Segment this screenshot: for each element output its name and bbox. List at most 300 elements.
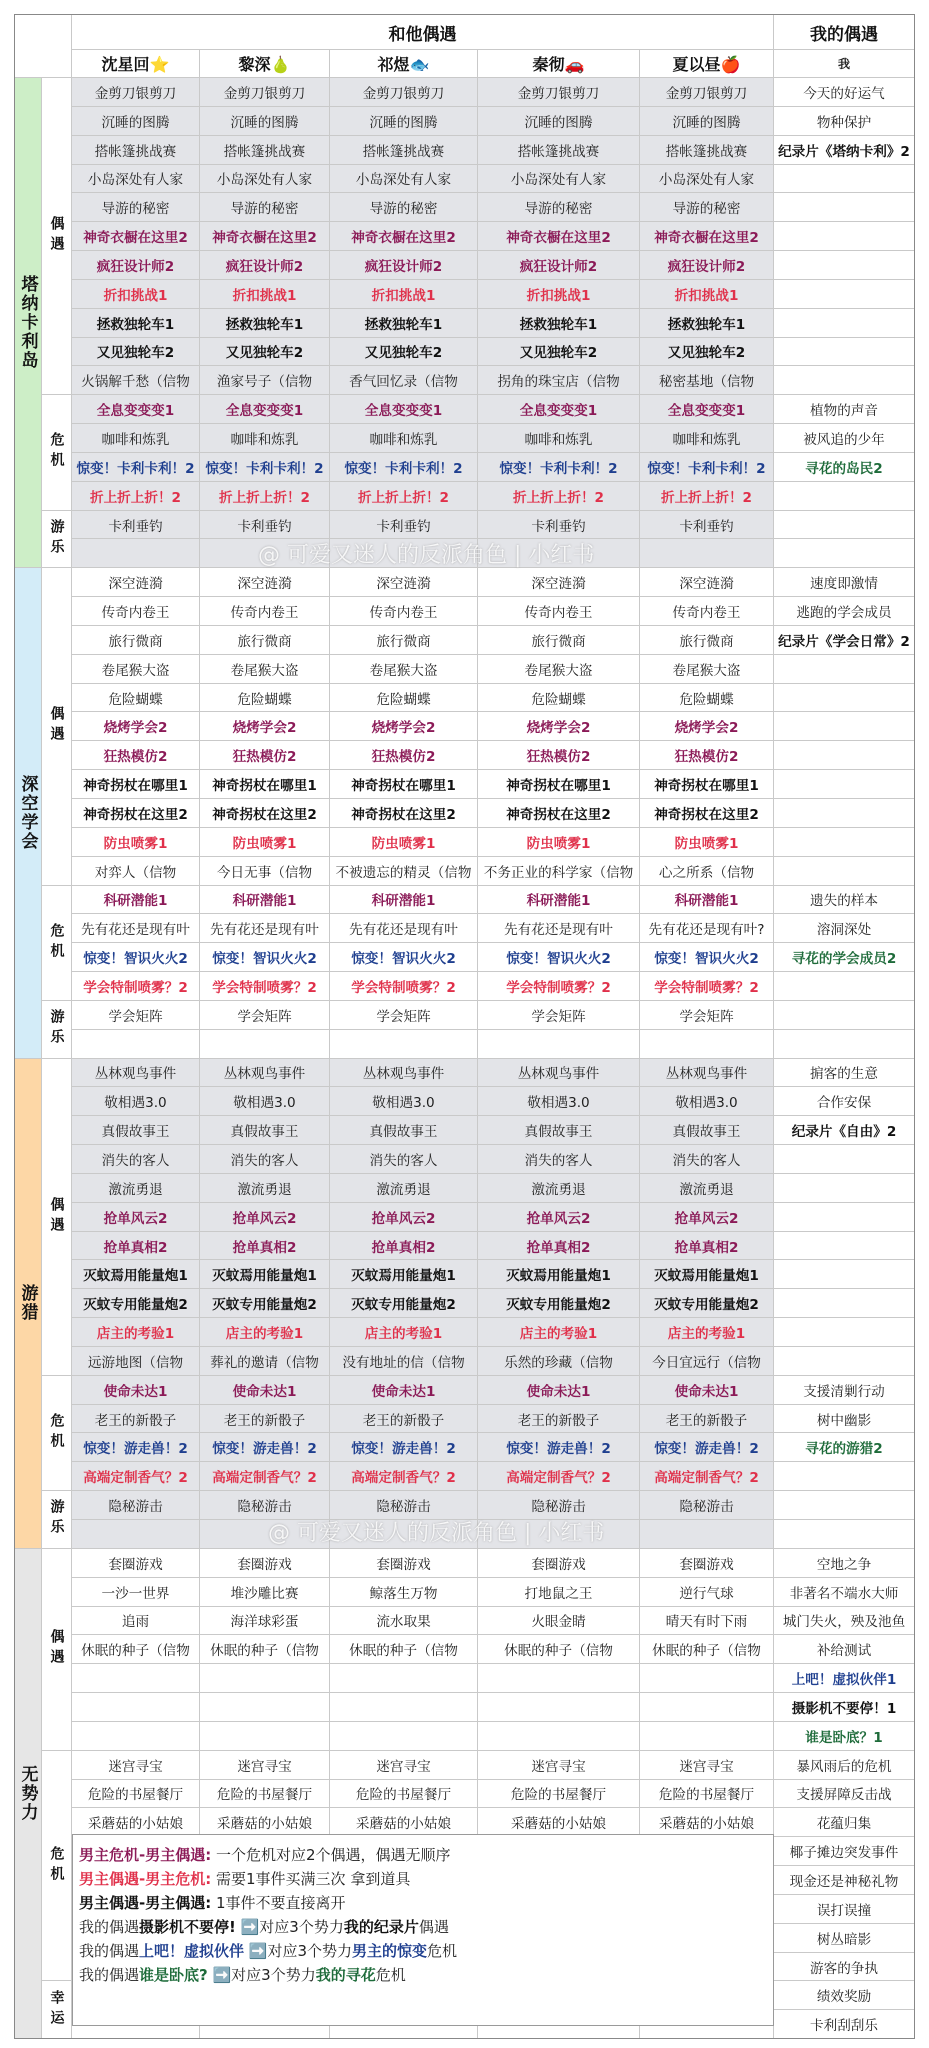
my-event-cell: [774, 539, 915, 568]
section-label: 游猎: [14, 1059, 42, 1549]
event-cell: 科研潜能1: [478, 886, 640, 915]
event-cell: 灭蚊专用能量炮2: [330, 1289, 478, 1318]
my-event-cell: [774, 972, 915, 1001]
my-event-cell: 物种保护: [774, 107, 915, 136]
event-cell: 真假故事王: [640, 1116, 774, 1145]
event-cell: 防虫喷雾1: [478, 828, 640, 857]
legend-segment: 需要1事件买满三次 拿到道具: [211, 1870, 411, 1888]
legend-line: [79, 1867, 767, 1891]
event-cell: 高端定制香气？2: [330, 1462, 478, 1491]
event-cell: 今日宜远行（信物: [640, 1347, 774, 1376]
event-cell: 狂热模仿2: [640, 741, 774, 770]
event-cell: 沉睡的图腾: [72, 107, 200, 136]
event-cell: 防虫喷雾1: [72, 828, 200, 857]
event-cell: 深空涟漪: [330, 568, 478, 597]
event-cell: 丛林观鸟事件: [478, 1059, 640, 1088]
event-cell: 小岛深处有人家: [72, 165, 200, 194]
subsection-label: 危机: [42, 1751, 72, 1982]
my-event-cell: 暴风雨后的危机: [774, 1751, 915, 1780]
event-cell: 卷尾猴大盗: [72, 655, 200, 684]
event-cell: [330, 1722, 478, 1751]
event-cell: 卡利垂钓: [640, 511, 774, 540]
section-label: 深空学会: [14, 568, 42, 1058]
event-cell: 先有花还是现有叶: [330, 914, 478, 943]
my-event-cell: 游客的争执: [774, 1953, 915, 1982]
legend-segment: ➡️对应3个势力: [207, 1966, 316, 1984]
subsection-label: 危机: [42, 395, 72, 510]
event-cell: 堆沙雕比赛: [200, 1578, 330, 1607]
my-event-cell: 寻花的岛民2: [774, 453, 915, 482]
my-event-cell: [774, 1347, 915, 1376]
header-corner: [14, 14, 72, 78]
event-cell: 沉睡的图腾: [640, 107, 774, 136]
my-event-cell: [774, 309, 915, 338]
event-cell: 深空涟漪: [72, 568, 200, 597]
event-cell: 金剪刀银剪刀: [330, 78, 478, 107]
event-cell: 先有花还是现有叶?: [640, 914, 774, 943]
event-cell: [200, 1693, 330, 1722]
event-cell: [478, 1722, 640, 1751]
event-cell: 敬相遇3.0: [330, 1087, 478, 1116]
event-cell: 危险蝴蝶: [200, 684, 330, 713]
event-cell: 折上折上折！2: [478, 482, 640, 511]
event-cell: 旅行微商: [478, 626, 640, 655]
subsection-label: 游乐: [42, 511, 72, 569]
event-cell: 防虫喷雾1: [640, 828, 774, 857]
event-cell: 香气回忆录（信物: [330, 366, 478, 395]
event-cell: 深空涟漪: [478, 568, 640, 597]
my-event-cell: 城门失火，殃及池鱼: [774, 1607, 915, 1636]
legend-segment: 男主危机-男主偶遇:: [79, 1846, 212, 1864]
event-cell: 抢单真相2: [200, 1232, 330, 1261]
event-cell: 敬相遇3.0: [478, 1087, 640, 1116]
event-cell: [330, 539, 478, 568]
event-cell: 高端定制香气？2: [640, 1462, 774, 1491]
event-cell: 神奇拐杖在哪里1: [478, 770, 640, 799]
event-cell: 抢单风云2: [330, 1203, 478, 1232]
event-cell: 渔家号子（信物: [200, 366, 330, 395]
event-cell: 休眠的种子（信物: [478, 1635, 640, 1664]
event-cell: 深空涟漪: [640, 568, 774, 597]
event-cell: 远游地图（信物: [72, 1347, 200, 1376]
my-event-cell: 非著名不端水大师: [774, 1578, 915, 1607]
my-event-cell: [774, 1318, 915, 1347]
event-cell: 激流勇退: [200, 1174, 330, 1203]
event-cell: 卡利垂钓: [200, 511, 330, 540]
event-cell: 店主的考验1: [640, 1318, 774, 1347]
event-cell: [640, 1520, 774, 1549]
event-cell: 学会特制喷雾？2: [330, 972, 478, 1001]
event-cell: 乐然的珍藏（信物: [478, 1347, 640, 1376]
event-cell: 惊变！智识火火2: [478, 943, 640, 972]
header-lead-4: 秦彻🚗: [478, 50, 640, 78]
event-cell: 搭帐篷挑战赛: [330, 136, 478, 165]
legend-segment: 谁是卧底?: [139, 1966, 208, 1984]
my-event-cell: [774, 366, 915, 395]
event-cell: 高端定制香气？2: [478, 1462, 640, 1491]
my-event-cell: [774, 1203, 915, 1232]
event-cell: [330, 1030, 478, 1059]
my-event-cell: [774, 1232, 915, 1261]
event-cell: 鲸落生万物: [330, 1578, 478, 1607]
event-cell: 消失的客人: [478, 1145, 640, 1174]
my-event-cell: [774, 280, 915, 309]
event-cell: 小岛深处有人家: [330, 165, 478, 194]
event-cell: 危险的书屋餐厅: [478, 1780, 640, 1809]
event-cell: 使命未达1: [72, 1376, 200, 1405]
my-event-cell: 寻花的学会成员2: [774, 943, 915, 972]
my-event-cell: 支援清剿行动: [774, 1376, 915, 1405]
event-cell: 火眼金睛: [478, 1607, 640, 1636]
event-cell: 抢单风云2: [200, 1203, 330, 1232]
event-cell: 咖啡和炼乳: [640, 424, 774, 453]
legend-segment: 危机: [427, 1942, 458, 1960]
event-cell: 全息变变变1: [640, 395, 774, 424]
event-cell: 休眠的种子（信物: [330, 1635, 478, 1664]
event-cell: 传奇内卷王: [72, 597, 200, 626]
event-cell: 小岛深处有人家: [478, 165, 640, 194]
event-cell: 科研潜能1: [72, 886, 200, 915]
event-cell: [72, 1520, 200, 1549]
event-cell: 狂热模仿2: [330, 741, 478, 770]
event-cell: 卷尾猴大盗: [200, 655, 330, 684]
my-event-cell: [774, 338, 915, 367]
event-cell: 卷尾猴大盗: [640, 655, 774, 684]
event-cell: 使命未达1: [200, 1376, 330, 1405]
event-cell: 使命未达1: [640, 1376, 774, 1405]
event-cell: 追雨: [72, 1607, 200, 1636]
header-lead-1: 沈星回⭐: [72, 50, 200, 78]
event-cell: 学会矩阵: [200, 1001, 330, 1030]
my-event-cell: 摄影机不要停！1: [774, 1693, 915, 1722]
event-cell: 今日无事（信物: [200, 857, 330, 886]
my-event-cell: [774, 828, 915, 857]
event-cell: 店主的考验1: [72, 1318, 200, 1347]
event-cell: 高端定制香气？2: [72, 1462, 200, 1491]
event-cell: 神奇衣橱在这里2: [640, 222, 774, 251]
event-cell: 套圈游戏: [72, 1549, 200, 1578]
my-event-cell: [774, 1260, 915, 1289]
my-event-cell: 花蕴归集: [774, 1808, 915, 1837]
event-cell: 先有花还是现有叶: [478, 914, 640, 943]
event-cell: 隐秘游击: [478, 1491, 640, 1520]
my-event-cell: 纪录片《自由》2: [774, 1116, 915, 1145]
event-cell: 导游的秘密: [478, 193, 640, 222]
event-cell: 惊变！游走兽！2: [330, 1433, 478, 1462]
event-cell: 又见独轮车2: [72, 338, 200, 367]
event-cell: 惊变！游走兽！2: [200, 1433, 330, 1462]
event-cell: 老王的新骰子: [330, 1405, 478, 1434]
event-cell: 又见独轮车2: [330, 338, 478, 367]
my-event-cell: 溶洞深处: [774, 914, 915, 943]
event-cell: 咖啡和炼乳: [72, 424, 200, 453]
event-cell: 折扣挑战1: [330, 280, 478, 309]
event-cell: 套圈游戏: [478, 1549, 640, 1578]
event-cell: 打地鼠之王: [478, 1578, 640, 1607]
legend-segment: 我的寻花: [315, 1966, 376, 1984]
event-cell: 神奇衣橱在这里2: [72, 222, 200, 251]
my-event-cell: [774, 712, 915, 741]
event-cell: 隐秘游击: [72, 1491, 200, 1520]
event-cell: 惊变！卡利卡利！2: [200, 453, 330, 482]
event-cell: 折上折上折！2: [200, 482, 330, 511]
subsection-label: 偶遇: [42, 1059, 72, 1376]
event-cell: 神奇衣橱在这里2: [478, 222, 640, 251]
event-cell: [640, 1030, 774, 1059]
my-event-cell: [774, 770, 915, 799]
event-cell: 高端定制香气？2: [200, 1462, 330, 1491]
event-cell: 灭蚊焉用能量炮1: [640, 1260, 774, 1289]
event-cell: 学会特制喷雾？2: [72, 972, 200, 1001]
my-event-cell: 逃跑的学会成员: [774, 597, 915, 626]
section-label: 塔纳卡利岛: [14, 78, 42, 568]
event-cell: 晴天有时下雨: [640, 1607, 774, 1636]
event-cell: 抢单风云2: [640, 1203, 774, 1232]
event-cell: 小岛深处有人家: [640, 165, 774, 194]
event-cell: 真假故事王: [478, 1116, 640, 1145]
my-event-cell: [774, 193, 915, 222]
my-event-cell: [774, 1174, 915, 1203]
event-cell: 老王的新骰子: [478, 1405, 640, 1434]
event-cell: [478, 1520, 640, 1549]
event-cell: 惊变！智识火火2: [640, 943, 774, 972]
event-cell: 神奇拐杖在哪里1: [330, 770, 478, 799]
event-cell: 灭蚊专用能量炮2: [640, 1289, 774, 1318]
event-cell: 全息变变变1: [478, 395, 640, 424]
event-cell: 卡利垂钓: [478, 511, 640, 540]
event-cell: 疯狂设计师2: [200, 251, 330, 280]
event-cell: [478, 539, 640, 568]
header-lead-3: 祁煜🐟: [330, 50, 478, 78]
event-cell: 危险的书屋餐厅: [330, 1780, 478, 1809]
my-event-cell: 纪录片《学会日常》2: [774, 626, 915, 655]
event-cell: 神奇拐杖在这里2: [200, 799, 330, 828]
my-event-cell: 今天的好运气: [774, 78, 915, 107]
event-cell: [72, 539, 200, 568]
my-event-cell: 寻花的游猎2: [774, 1433, 915, 1462]
legend-segment: 偶遇: [418, 1918, 449, 1936]
event-cell: [72, 1722, 200, 1751]
event-cell: 隐秘游击: [330, 1491, 478, 1520]
event-cell: 导游的秘密: [72, 193, 200, 222]
subsection-label: 偶遇: [42, 1549, 72, 1751]
event-cell: 传奇内卷王: [640, 597, 774, 626]
event-cell: 先有花还是现有叶: [72, 914, 200, 943]
event-cell: 店主的考验1: [478, 1318, 640, 1347]
event-cell: 店主的考验1: [200, 1318, 330, 1347]
event-cell: 敬相遇3.0: [640, 1087, 774, 1116]
my-event-cell: [774, 1145, 915, 1174]
event-cell: 烧烤学会2: [72, 712, 200, 741]
event-cell: 惊变！卡利卡利！2: [478, 453, 640, 482]
event-cell: 拯救独轮车1: [330, 309, 478, 338]
event-cell: 心之所系（信物: [640, 857, 774, 886]
event-cell: [330, 1520, 478, 1549]
event-cell: 科研潜能1: [330, 886, 478, 915]
event-cell: 金剪刀银剪刀: [640, 78, 774, 107]
legend-segment: 我的偶遇: [79, 1918, 140, 1936]
my-event-cell: [774, 857, 915, 886]
event-cell: 折上折上折！2: [640, 482, 774, 511]
event-cell: 学会矩阵: [478, 1001, 640, 1030]
event-cell: 折扣挑战1: [640, 280, 774, 309]
header-lead-2: 黎深🍐: [200, 50, 330, 78]
subsection-label: 游乐: [42, 1491, 72, 1549]
my-event-cell: 遗失的样本: [774, 886, 915, 915]
event-cell: [478, 1664, 640, 1693]
event-cell: 惊变！智识火火2: [330, 943, 478, 972]
event-cell: 消失的客人: [330, 1145, 478, 1174]
header-mine: 我的偶遇: [774, 14, 915, 50]
legend-segment: 我的偶遇: [79, 1966, 140, 1984]
event-cell: 危险蝴蝶: [330, 684, 478, 713]
event-cell: 沉睡的图腾: [478, 107, 640, 136]
my-event-cell: 掮客的生意: [774, 1059, 915, 1088]
event-cell: 灭蚊专用能量炮2: [200, 1289, 330, 1318]
event-cell: 丛林观鸟事件: [640, 1059, 774, 1088]
legend-segment: 我的纪录片: [343, 1918, 419, 1936]
event-cell: 神奇拐杖在这里2: [330, 799, 478, 828]
event-cell: 烧烤学会2: [640, 712, 774, 741]
event-cell: [330, 1664, 478, 1693]
event-cell: 先有花还是现有叶: [200, 914, 330, 943]
event-cell: 咖啡和炼乳: [478, 424, 640, 453]
event-cell: 灭蚊焉用能量炮1: [478, 1260, 640, 1289]
event-cell: 小岛深处有人家: [200, 165, 330, 194]
event-cell: 敬相遇3.0: [200, 1087, 330, 1116]
event-cell: 防虫喷雾1: [200, 828, 330, 857]
event-cell: 对弈人（信物: [72, 857, 200, 886]
event-cell: [640, 1693, 774, 1722]
legend-segment: 上吧！虚拟伙伴: [139, 1942, 245, 1960]
event-cell: 科研潜能1: [640, 886, 774, 915]
event-cell: 狂热模仿2: [200, 741, 330, 770]
my-event-cell: 速度即激情: [774, 568, 915, 597]
event-cell: 隐秘游击: [640, 1491, 774, 1520]
event-cell: 迷宫寻宝: [72, 1751, 200, 1780]
event-cell: 学会特制喷雾？2: [478, 972, 640, 1001]
event-cell: 丛林观鸟事件: [330, 1059, 478, 1088]
event-cell: 神奇衣橱在这里2: [200, 222, 330, 251]
event-cell: 套圈游戏: [200, 1549, 330, 1578]
event-cell: 消失的客人: [200, 1145, 330, 1174]
event-cell: 抢单风云2: [72, 1203, 200, 1232]
header-with-him: 和他偶遇: [72, 14, 774, 50]
legend-segment: 男主偶遇-男主偶遇:: [79, 1894, 212, 1912]
event-cell: 没有地址的信（信物: [330, 1347, 478, 1376]
event-cell: 旅行微商: [200, 626, 330, 655]
event-cell: 一沙一世界: [72, 1578, 200, 1607]
event-cell: 烧烤学会2: [200, 712, 330, 741]
my-event-cell: [774, 1462, 915, 1491]
event-cell: 金剪刀银剪刀: [200, 78, 330, 107]
event-cell: 灭蚊焉用能量炮1: [200, 1260, 330, 1289]
event-cell: [640, 539, 774, 568]
event-cell: 搭帐篷挑战赛: [640, 136, 774, 165]
my-event-cell: 椰子摊边突发事件: [774, 1837, 915, 1866]
event-cell: 敬相遇3.0: [72, 1087, 200, 1116]
event-cell: 搭帐篷挑战赛: [200, 136, 330, 165]
legend-line: [79, 1891, 767, 1915]
event-cell: 惊变！卡利卡利！2: [330, 453, 478, 482]
legend-segment: 我的偶遇: [79, 1942, 140, 1960]
event-cell: [72, 1664, 200, 1693]
my-event-cell: 上吧！虚拟伙伴1: [774, 1664, 915, 1693]
event-cell: [72, 1693, 200, 1722]
event-cell: 咖啡和炼乳: [200, 424, 330, 453]
my-event-cell: [774, 1030, 915, 1059]
event-cell: 真假故事王: [200, 1116, 330, 1145]
legend-segment: ➡️对应3个势力: [244, 1942, 353, 1960]
event-cell: 流水取果: [330, 1607, 478, 1636]
event-cell: 神奇衣橱在这里2: [330, 222, 478, 251]
event-cell: 卷尾猴大盗: [330, 655, 478, 684]
event-cell: 灭蚊专用能量炮2: [478, 1289, 640, 1318]
event-cell: 旅行微商: [330, 626, 478, 655]
event-cell: 迷宫寻宝: [200, 1751, 330, 1780]
event-cell: 抢单真相2: [478, 1232, 640, 1261]
event-cell: 惊变！智识火火2: [200, 943, 330, 972]
event-cell: 导游的秘密: [640, 193, 774, 222]
event-cell: 拯救独轮车1: [640, 309, 774, 338]
event-cell: 灭蚊焉用能量炮1: [72, 1260, 200, 1289]
event-cell: 折扣挑战1: [72, 280, 200, 309]
event-cell: 休眠的种子（信物: [72, 1635, 200, 1664]
my-event-cell: 纪录片《塔纳卡利》2: [774, 136, 915, 165]
event-cell: 旅行微商: [640, 626, 774, 655]
event-cell: 金剪刀银剪刀: [72, 78, 200, 107]
event-cell: 危险的书屋餐厅: [72, 1780, 200, 1809]
event-cell: 采蘑菇的小姑娘: [330, 1808, 478, 1837]
event-cell: 惊变！游走兽！2: [72, 1433, 200, 1462]
event-cell: 消失的客人: [640, 1145, 774, 1174]
event-cell: 学会矩阵: [640, 1001, 774, 1030]
header-me: 我: [774, 50, 915, 78]
my-event-cell: [774, 684, 915, 713]
event-cell: [200, 1722, 330, 1751]
event-cell: 神奇拐杖在这里2: [72, 799, 200, 828]
event-cell: 学会矩阵: [330, 1001, 478, 1030]
my-event-cell: 支援屏障反击战: [774, 1780, 915, 1809]
event-cell: [200, 1664, 330, 1693]
my-event-cell: 误打误撞: [774, 1895, 915, 1924]
event-cell: 神奇拐杖在哪里1: [72, 770, 200, 799]
event-cell: 灭蚊专用能量炮2: [72, 1289, 200, 1318]
event-cell: 不被遗忘的精灵（信物: [330, 857, 478, 886]
my-event-cell: 合作安保: [774, 1087, 915, 1116]
event-cell: 卷尾猴大盗: [478, 655, 640, 684]
event-cell: [200, 539, 330, 568]
event-cell: 秘密基地（信物: [640, 366, 774, 395]
event-cell: 学会特制喷雾？2: [200, 972, 330, 1001]
event-cell: 科研潜能1: [200, 886, 330, 915]
event-cell: 全息变变变1: [200, 395, 330, 424]
my-event-cell: [774, 222, 915, 251]
event-cell: 危险蝴蝶: [640, 684, 774, 713]
legend-line: [79, 1963, 767, 1987]
event-cell: 惊变！智识火火2: [72, 943, 200, 972]
my-event-cell: 卡利刮刮乐: [774, 2010, 915, 2039]
legend-line: [79, 1843, 767, 1867]
event-cell: 迷宫寻宝: [640, 1751, 774, 1780]
event-cell: 抢单风云2: [478, 1203, 640, 1232]
event-cell: 导游的秘密: [330, 193, 478, 222]
event-cell: 疯狂设计师2: [478, 251, 640, 280]
event-cell: 危险的书屋餐厅: [200, 1780, 330, 1809]
event-cell: 卡利垂钓: [72, 511, 200, 540]
event-cell: 狂热模仿2: [72, 741, 200, 770]
event-cell: [640, 1722, 774, 1751]
